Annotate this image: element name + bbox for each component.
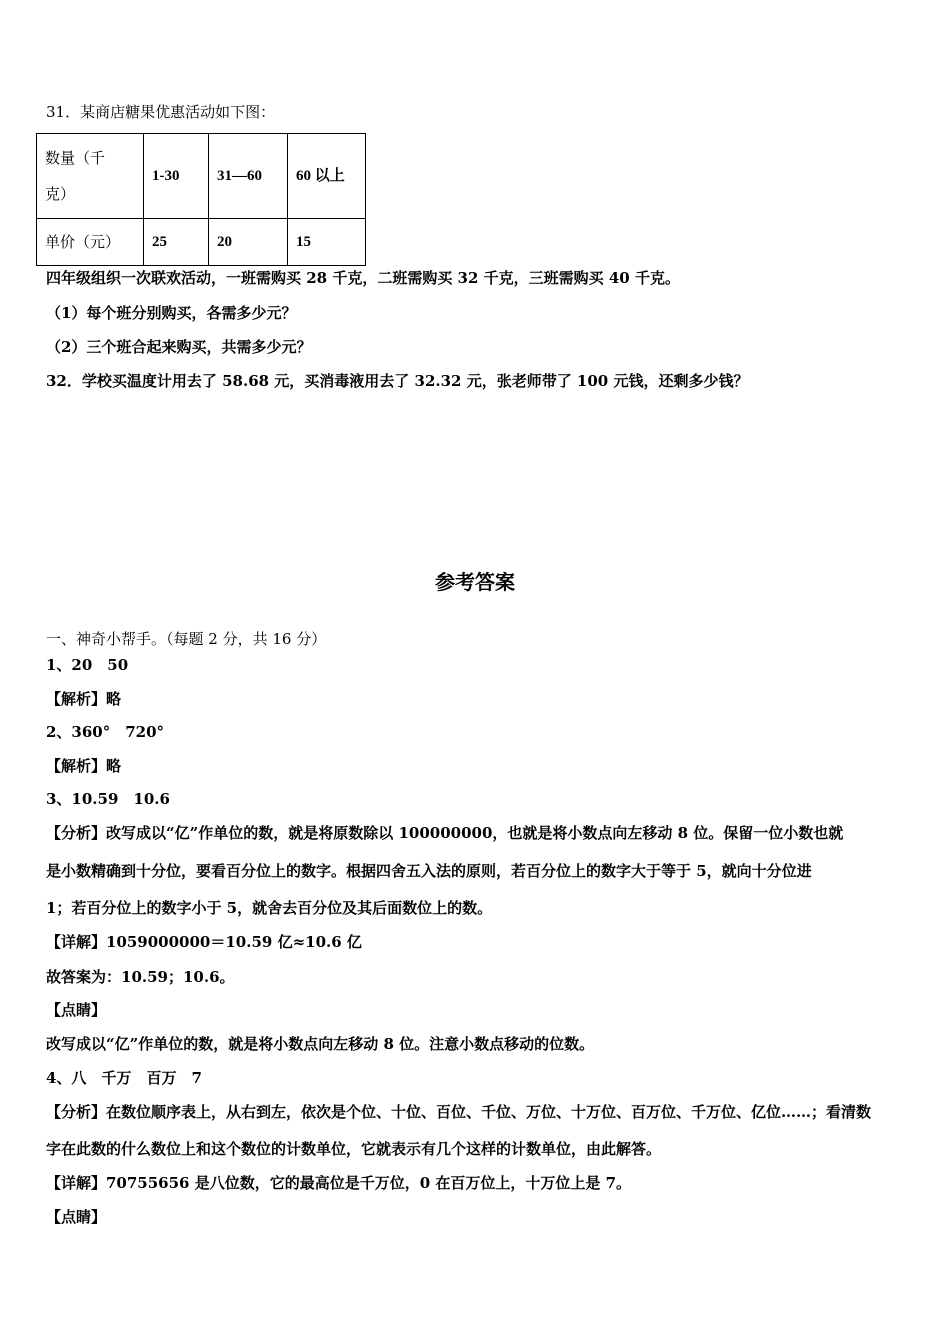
answer-line: 2、360° 720° bbox=[46, 723, 165, 741]
answer-line: 是小数精确到十分位，要看百分位上的数字。根据四舍五入法的原则，若百分位上的数字大于等于 5，就向十分位进 bbox=[46, 862, 812, 880]
table-row bbox=[37, 134, 366, 219]
answers-section-1: 一、神奇小帮手。（每题 2 分，共 16 分） bbox=[46, 630, 327, 648]
answer-line: 【详解】1059000000＝10.59 亿≈10.6 亿 bbox=[46, 933, 362, 951]
price-cell: 15 bbox=[288, 219, 366, 266]
question-31-sub2: （2）三个班合起来购买，共需多少元？ bbox=[46, 338, 312, 356]
question-32: 32．学校买温度计用去了 58.68 元，买消毒液用去了 32.32 元，张老师带了 100 元钱，还剩多少钱？ bbox=[46, 372, 749, 390]
answer-line: 【分析】改写成以“亿”作单位的数，就是将原数除以 100000000，也就是将小数点向左移动 8 位。保留一位小数也就 bbox=[46, 824, 844, 842]
quantity-header-cell bbox=[37, 134, 144, 219]
answers-title: 参考答案 bbox=[435, 570, 515, 594]
candy-discount-table bbox=[36, 133, 366, 266]
range-cell: 1-30 bbox=[144, 134, 209, 219]
answer-line: 【点睛】 bbox=[46, 1208, 107, 1226]
answer-line: 【点睛】 bbox=[46, 1001, 107, 1019]
quantity-header-line1: 数量（千 bbox=[45, 149, 106, 167]
question-31-sub1: （1）每个班分别购买，各需多少元？ bbox=[46, 304, 297, 322]
quantity-header-line2: 克） bbox=[45, 185, 76, 203]
range-cell: 31—60 bbox=[209, 134, 288, 219]
price-header-cell: 单价（元） bbox=[37, 219, 144, 266]
answer-line: 3、10.59 10.6 bbox=[46, 790, 170, 808]
answer-line: 字在此数的什么数位上和这个数位的计数单位，它就表示有几个这样的计数单位，由此解答。 bbox=[46, 1140, 662, 1158]
price-cell: 20 bbox=[209, 219, 288, 266]
answer-line: 4、八 千万 百万 7 bbox=[46, 1069, 202, 1087]
range-cell: 60 以上 bbox=[288, 134, 366, 219]
answer-line: 【详解】70755656 是八位数，它的最高位是千万位，0 在百万位上，十万位上是 7。 bbox=[46, 1174, 632, 1192]
answer-line: 【解析】略 bbox=[46, 757, 122, 775]
answer-line: 1；若百分位上的数字小于 5，就舍去百分位及其后面数位上的数。 bbox=[46, 899, 493, 917]
answer-line: 故答案为：10.59；10.6。 bbox=[46, 968, 235, 986]
answer-line: 改写成以“亿”作单位的数，就是将小数点向左移动 8 位。注意小数点移动的位数。 bbox=[46, 1035, 595, 1053]
table-row bbox=[37, 219, 366, 266]
question-31-text: 四年级组织一次联欢活动，一班需购买 28 千克，二班需购买 32 千克，三班需购买 40 千克。 bbox=[46, 269, 680, 287]
answer-line: 【解析】略 bbox=[46, 690, 122, 708]
answer-line: 1、20 50 bbox=[46, 656, 129, 674]
answer-line: 【分析】在数位顺序表上，从右到左，依次是个位、十位、百位、千位、万位、十万位、百万位、千万位、亿位……；看清数 bbox=[46, 1103, 872, 1121]
question-31-intro: 31．某商店糖果优惠活动如下图： bbox=[46, 103, 276, 121]
price-cell: 25 bbox=[144, 219, 209, 266]
